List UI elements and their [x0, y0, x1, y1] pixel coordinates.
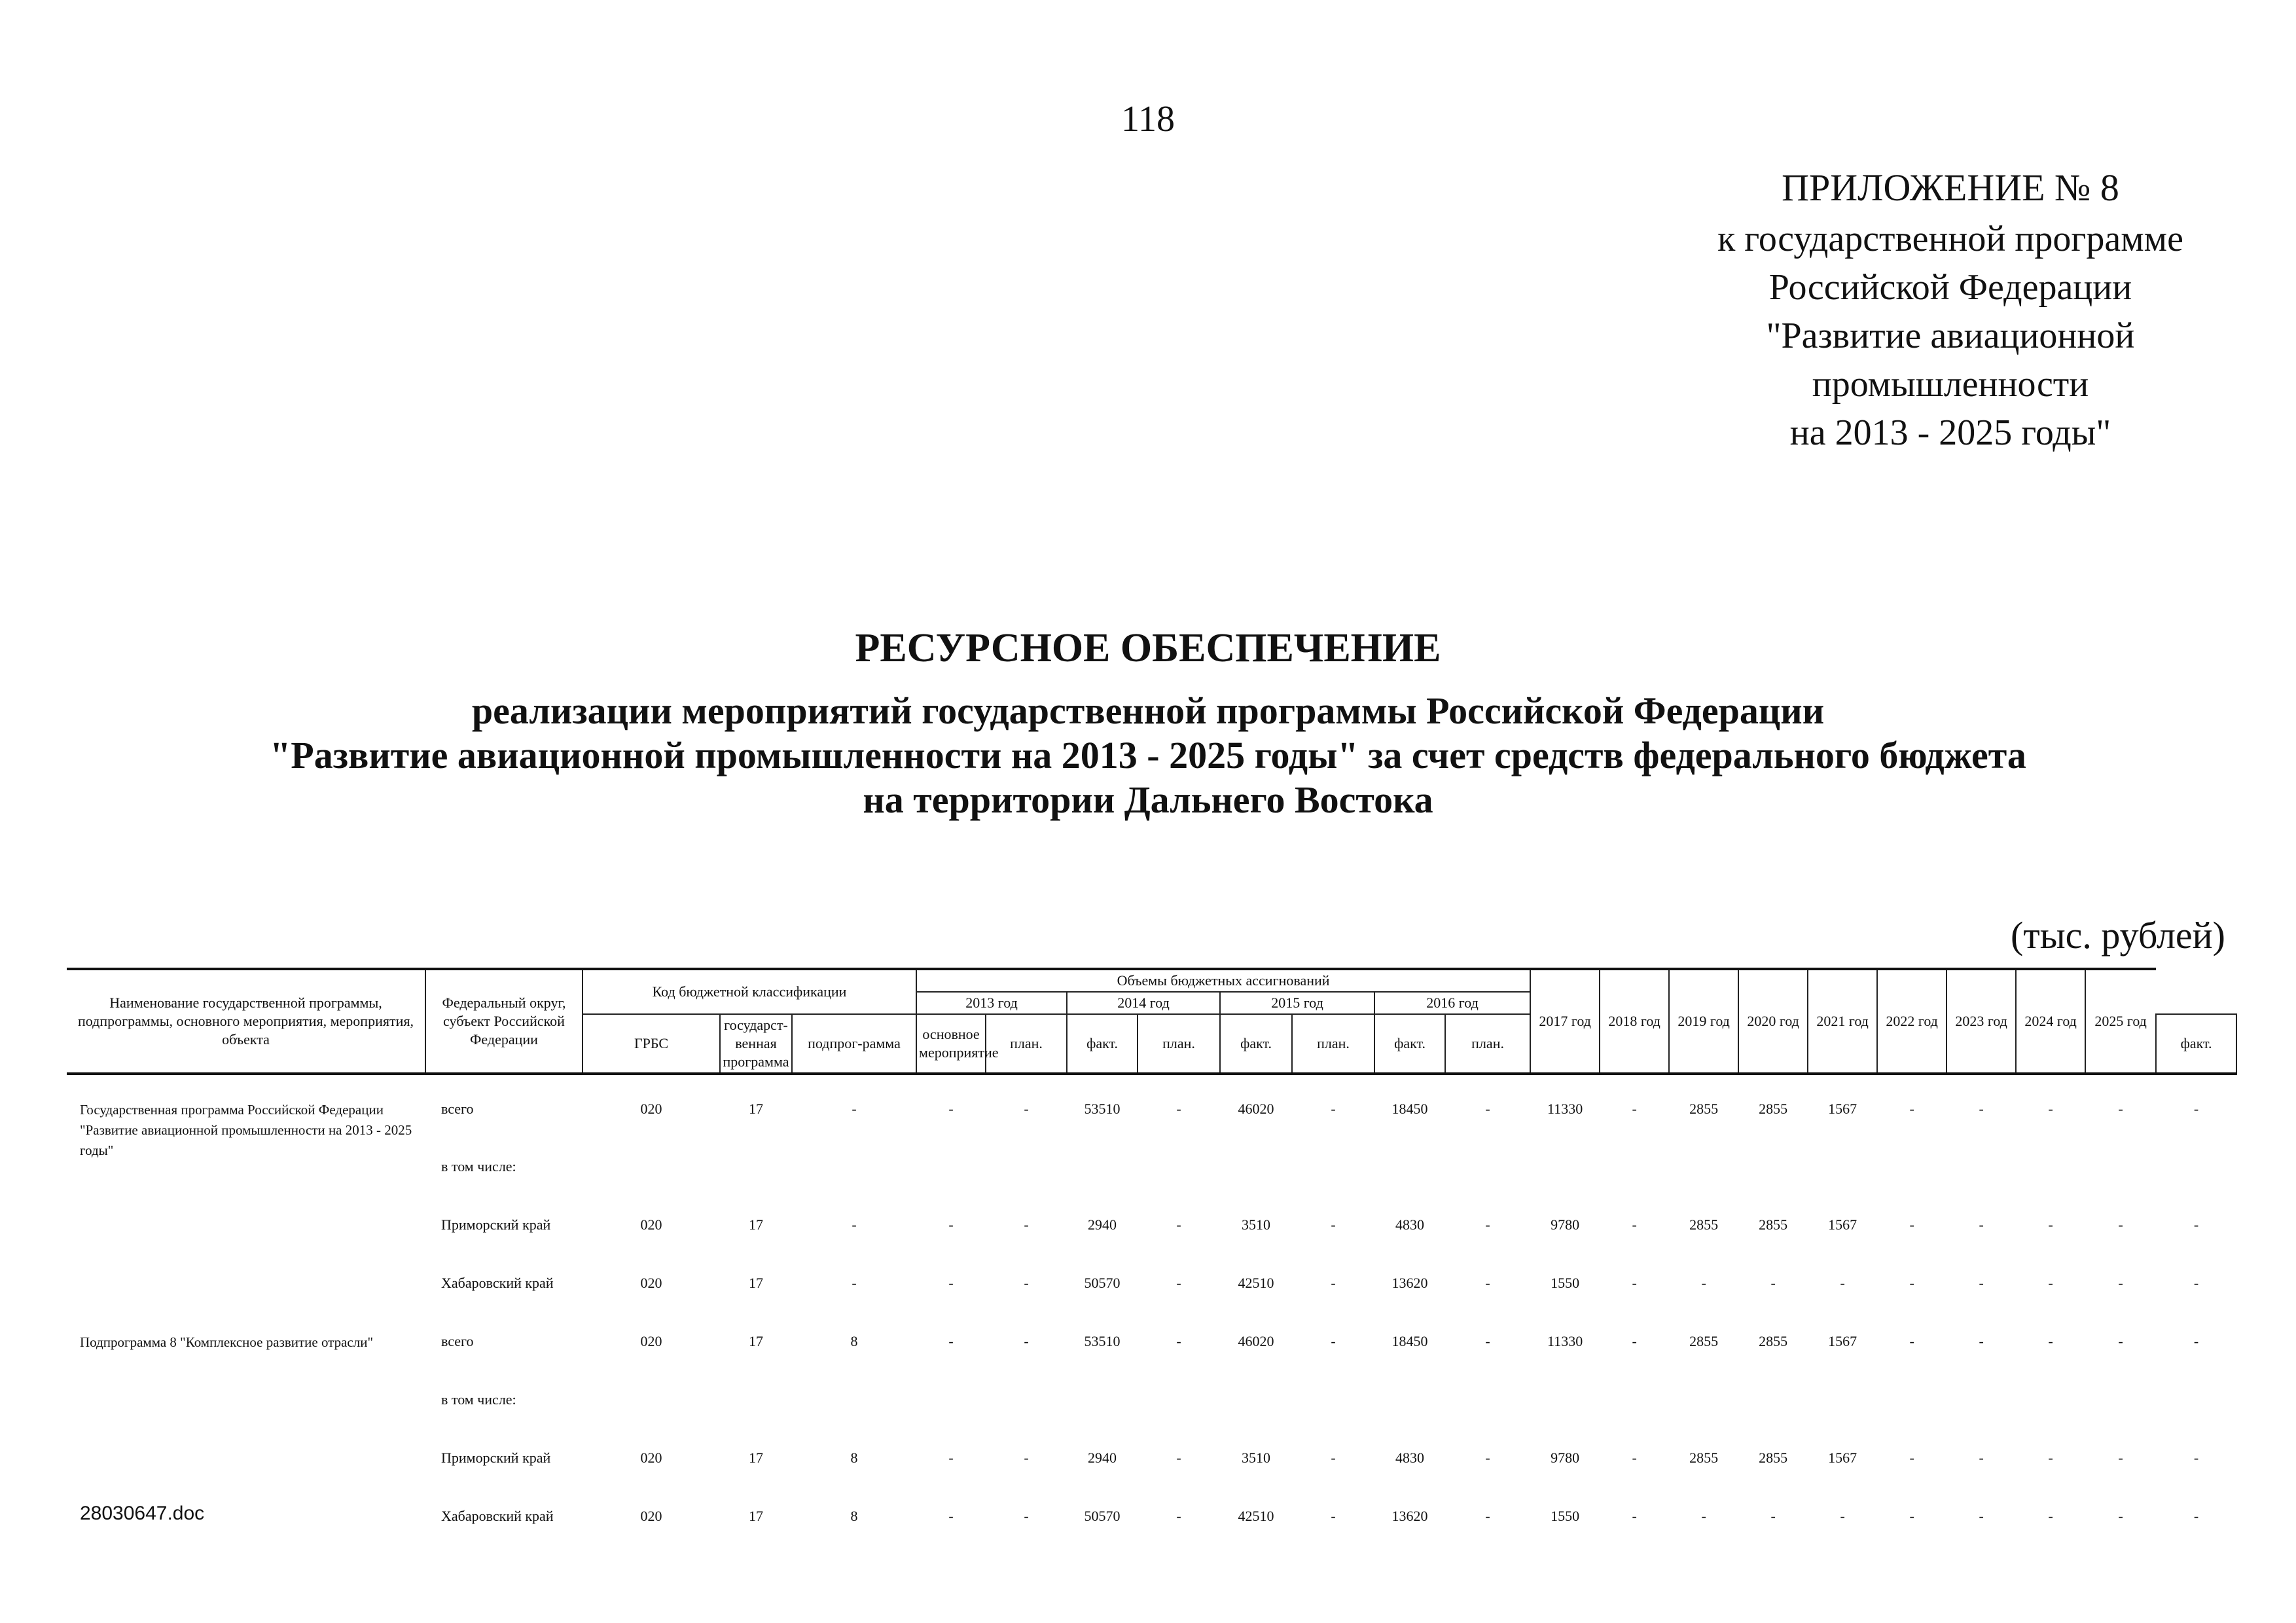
table-cell: 2940 — [1088, 1216, 1117, 1233]
table-cell — [1292, 1143, 1374, 1201]
table-cell: - — [2193, 1216, 2199, 1233]
table-cell: 53510 — [1084, 1333, 1121, 1349]
table-cell: 2855 — [1689, 1101, 1719, 1117]
table-cell: 17 — [749, 1216, 763, 1233]
table-cell — [583, 1143, 720, 1201]
table-cell: - — [1979, 1508, 1984, 1524]
table-cell: 2855 — [1759, 1216, 1788, 1233]
table-cell — [1877, 1143, 1946, 1201]
row-name: Подпрограмма 8 "Комплексное развитие отрасли" — [80, 1334, 374, 1350]
table-cell: - — [1632, 1101, 1637, 1117]
table-cell: - — [1485, 1216, 1490, 1233]
table-cell: 4830 — [1395, 1216, 1425, 1233]
table-cell: - — [1024, 1450, 1029, 1466]
table-cell — [1067, 1143, 1138, 1201]
table-cell: - — [1909, 1450, 1914, 1466]
table-cell: - — [1632, 1333, 1637, 1349]
table-cell: 17 — [749, 1275, 763, 1291]
table-cell — [2085, 1376, 2156, 1434]
table-cell: - — [2048, 1508, 2053, 1524]
page-number: 118 — [1121, 99, 1175, 139]
table-cell: - — [1331, 1275, 1336, 1291]
header-2013: 2013 год — [916, 992, 1067, 1014]
table-cell: 9780 — [1551, 1450, 1580, 1466]
table-cell: - — [1840, 1275, 1845, 1291]
table-cell — [1738, 1376, 1808, 1434]
table-cell: - — [852, 1275, 857, 1291]
table-cell: 17 — [749, 1450, 763, 1466]
table-cell: - — [1909, 1101, 1914, 1117]
table-cell: 1550 — [1551, 1275, 1580, 1291]
table-cell: 1567 — [1828, 1101, 1857, 1117]
table-cell: 50570 — [1084, 1275, 1121, 1291]
table-cell: 50570 — [1084, 1508, 1121, 1524]
subtitle-line: "Развитие авиационной промышленности на 2013 - 2025 годы" за счет средств федерального бюджета — [270, 734, 2026, 776]
table-cell: 1567 — [1828, 1450, 1857, 1466]
table-cell: 46020 — [1238, 1101, 1274, 1117]
table-cell: - — [2118, 1333, 2123, 1349]
table-cell: - — [1632, 1508, 1637, 1524]
table-row — [67, 1074, 2236, 1143]
table-cell: - — [1176, 1450, 1181, 1466]
table-cell — [1445, 1376, 1530, 1434]
table-cell: 42510 — [1238, 1508, 1274, 1524]
appendix-line: Российской Федерации — [1768, 267, 2132, 308]
table-row — [67, 1434, 2236, 1493]
table-cell: - — [2118, 1216, 2123, 1233]
table-cell: 020 — [640, 1275, 662, 1291]
table-cell: - — [948, 1333, 954, 1349]
table-cell — [720, 1376, 792, 1434]
table-cell — [1808, 1143, 1877, 1201]
appendix-heading — [1669, 164, 2232, 457]
header-2019: 2019 год — [1669, 969, 1738, 1074]
table-cell — [792, 1143, 916, 1201]
footer-filename: 28030647.doc — [80, 1503, 205, 1524]
table-cell: 2855 — [1689, 1450, 1719, 1466]
table-cell: 2855 — [1759, 1333, 1788, 1349]
row-federal: Хабаровский край — [441, 1508, 554, 1524]
table-cell: 3510 — [1242, 1450, 1271, 1466]
row-name — [67, 1260, 425, 1318]
document-title: РЕСУРСНОЕ ОБЕСПЕЧЕНИЕ — [855, 626, 1441, 670]
table-cell: - — [1485, 1508, 1490, 1524]
table-cell — [1530, 1143, 1600, 1201]
table-cell: 2855 — [1689, 1216, 1719, 1233]
table-cell: - — [1024, 1508, 1029, 1524]
header-2014: 2014 год — [1067, 992, 1220, 1014]
table-cell: - — [1632, 1450, 1637, 1466]
table-cell: 3510 — [1242, 1216, 1271, 1233]
header-budget-code: Код бюджетной классификации — [583, 969, 916, 1014]
header-plan: план. — [986, 1014, 1067, 1074]
table-cell — [986, 1376, 1067, 1434]
header-2016: 2016 год — [1374, 992, 1530, 1014]
subtitle-line: на территории Дальнего Востока — [863, 778, 1433, 821]
table-cell: - — [2048, 1275, 2053, 1291]
table-cell: 8 — [850, 1508, 858, 1524]
table-cell: 8 — [850, 1333, 858, 1349]
table-row — [67, 1493, 2236, 1551]
table-cell — [916, 1376, 986, 1434]
table-row — [67, 1201, 2236, 1260]
table-cell — [2156, 1376, 2236, 1434]
table-cell: - — [2193, 1333, 2199, 1349]
row-federal: всего — [441, 1101, 474, 1117]
table-cell — [1808, 1376, 1877, 1434]
table-cell: 020 — [640, 1450, 662, 1466]
table-cell: 8 — [850, 1450, 858, 1466]
table-cell: - — [1909, 1508, 1914, 1524]
row-federal: всего — [441, 1333, 474, 1349]
table-cell: - — [1979, 1275, 1984, 1291]
table-cell: - — [2048, 1216, 2053, 1233]
table-cell — [1946, 1376, 2016, 1434]
table-cell: - — [1979, 1450, 1984, 1466]
table-cell: 020 — [640, 1333, 662, 1349]
table-cell: 2940 — [1088, 1450, 1117, 1466]
table-cell: - — [2048, 1333, 2053, 1349]
table-cell: - — [1701, 1508, 1706, 1524]
table-cell: - — [852, 1101, 857, 1117]
table-cell: - — [1331, 1450, 1336, 1466]
table-cell — [1669, 1143, 1738, 1201]
table-row — [67, 1260, 2236, 1318]
row-federal: Приморский край — [441, 1450, 551, 1466]
table-row — [67, 1318, 2236, 1376]
header-plan: план. — [1445, 1014, 1530, 1074]
table-cell — [1138, 1143, 1220, 1201]
header-fact: факт. — [1067, 1014, 1138, 1074]
table-cell — [986, 1143, 1067, 1201]
header-fact: факт. — [1220, 1014, 1292, 1074]
document-subtitle — [0, 689, 2296, 822]
table-cell: - — [1331, 1101, 1336, 1117]
units-label: (тыс. рублей) — [2011, 914, 2225, 957]
table-cell — [1600, 1376, 1669, 1434]
table-cell — [1530, 1376, 1600, 1434]
table-cell: 020 — [640, 1216, 662, 1233]
table-cell: - — [1632, 1275, 1637, 1291]
table-cell: - — [1979, 1216, 1984, 1233]
table-cell: - — [2118, 1508, 2123, 1524]
resource-table — [67, 968, 2237, 1551]
table-cell: - — [1176, 1101, 1181, 1117]
table-cell: - — [852, 1216, 857, 1233]
table-body — [67, 1074, 2236, 1551]
table-cell — [583, 1376, 720, 1434]
table-cell: - — [1331, 1216, 1336, 1233]
table-cell: - — [1979, 1101, 1984, 1117]
header-2021: 2021 год — [1808, 969, 1877, 1074]
table-cell: - — [1485, 1275, 1490, 1291]
header-name: Наименование государственной программы, подпрограммы, основного мероприятия, мероприятия, объекта — [67, 969, 425, 1074]
appendix-line: к государственной программе — [1717, 219, 2183, 259]
header-plan: план. — [1292, 1014, 1374, 1074]
table-cell — [916, 1143, 986, 1201]
table-cell — [2016, 1143, 2085, 1201]
table-cell: 17 — [749, 1508, 763, 1524]
table-cell — [1374, 1143, 1445, 1201]
table-cell: 11330 — [1547, 1333, 1583, 1349]
table-cell: - — [1979, 1333, 1984, 1349]
header-volumes: Объемы бюджетных ассигнований — [916, 969, 1530, 992]
table-cell — [1138, 1376, 1220, 1434]
appendix-line: ПРИЛОЖЕНИЕ № 8 — [1782, 166, 2119, 209]
table-cell — [1067, 1376, 1138, 1434]
table-cell: - — [2193, 1101, 2199, 1117]
table-cell: - — [1840, 1508, 1845, 1524]
table-cell — [1946, 1143, 2016, 1201]
table-cell: - — [1176, 1275, 1181, 1291]
subtitle-line: реализации мероприятий государственной программы Российской Федерации — [471, 689, 1825, 732]
table-cell: - — [2193, 1450, 2199, 1466]
table-cell: 17 — [749, 1101, 763, 1117]
table-cell: - — [1770, 1508, 1776, 1524]
table-cell: 2855 — [1759, 1450, 1788, 1466]
table-cell: - — [1331, 1333, 1336, 1349]
table-cell — [1738, 1143, 1808, 1201]
table-cell: 53510 — [1084, 1101, 1121, 1117]
table-cell: - — [948, 1508, 954, 1524]
header-2022: 2022 год — [1877, 969, 1946, 1074]
table-cell: - — [2048, 1101, 2053, 1117]
table-cell — [1669, 1376, 1738, 1434]
table-cell — [720, 1143, 792, 1201]
table-cell: - — [948, 1216, 954, 1233]
table-cell: - — [2193, 1508, 2199, 1524]
appendix-line: "Развитие авиационной — [1766, 316, 2135, 356]
table-cell — [792, 1376, 916, 1434]
row-federal: в том числе: — [441, 1158, 516, 1175]
table-cell: - — [1176, 1508, 1181, 1524]
table-cell: 1567 — [1828, 1333, 1857, 1349]
table-cell — [1220, 1376, 1292, 1434]
header-gp: государст-венная программа — [720, 1014, 792, 1074]
table-cell: 11330 — [1547, 1101, 1583, 1117]
row-federal: в том числе: — [441, 1391, 516, 1408]
table-cell: - — [1485, 1333, 1490, 1349]
table-cell: - — [948, 1275, 954, 1291]
header-fact: факт. — [2156, 1014, 2236, 1074]
table-cell — [1374, 1376, 1445, 1434]
row-name — [67, 1434, 425, 1493]
table-cell: - — [2048, 1450, 2053, 1466]
table-cell: 9780 — [1551, 1216, 1580, 1233]
table-cell: 4830 — [1395, 1450, 1425, 1466]
row-federal: Приморский край — [441, 1216, 551, 1233]
header-2015: 2015 год — [1220, 992, 1374, 1014]
table-cell: 020 — [640, 1101, 662, 1117]
table-cell: - — [1909, 1216, 1914, 1233]
table-cell: - — [1701, 1275, 1706, 1291]
table-cell: 1550 — [1551, 1508, 1580, 1524]
table-cell: 42510 — [1238, 1275, 1274, 1291]
header-2017: 2017 год — [1530, 969, 1600, 1074]
table-cell: - — [1909, 1275, 1914, 1291]
table-cell: - — [1024, 1333, 1029, 1349]
table-cell: - — [1770, 1275, 1776, 1291]
table-cell — [1220, 1143, 1292, 1201]
table-cell: - — [1485, 1101, 1490, 1117]
header-federal: Федеральный округ, субъект Российской Федерации — [425, 969, 583, 1074]
table-cell: 18450 — [1391, 1101, 1428, 1117]
table-cell: 13620 — [1391, 1508, 1428, 1524]
header-2025: 2025 год — [2085, 969, 2156, 1074]
table-cell: - — [1176, 1216, 1181, 1233]
header-om: основное мероприятие — [916, 1014, 986, 1074]
table-cell: - — [1024, 1101, 1029, 1117]
table-cell: - — [948, 1450, 954, 1466]
table-cell: 1567 — [1828, 1216, 1857, 1233]
table-cell: - — [1176, 1333, 1181, 1349]
table-cell: 46020 — [1238, 1333, 1274, 1349]
header-2020: 2020 год — [1738, 969, 1808, 1074]
table-cell: - — [2118, 1450, 2123, 1466]
table-cell — [1877, 1376, 1946, 1434]
header-2018: 2018 год — [1600, 969, 1669, 1074]
table-cell — [2156, 1143, 2236, 1201]
table-cell: 18450 — [1391, 1333, 1428, 1349]
table-cell — [1445, 1143, 1530, 1201]
table-cell: 2855 — [1759, 1101, 1788, 1117]
header-pp: подпрог-рамма — [792, 1014, 916, 1074]
header-grbs: ГРБС — [583, 1014, 720, 1074]
table-cell: - — [2193, 1275, 2199, 1291]
table-cell — [1600, 1143, 1669, 1201]
table-cell: - — [1024, 1216, 1029, 1233]
header-fact: факт. — [1374, 1014, 1445, 1074]
table-cell: - — [1485, 1450, 1490, 1466]
table-cell — [2085, 1143, 2156, 1201]
header-plan: план. — [1138, 1014, 1220, 1074]
appendix-line: промышленности — [1812, 364, 2089, 405]
row-name — [67, 1201, 425, 1260]
table-cell: 020 — [640, 1508, 662, 1524]
row-name: Государственная программа Российской Федерации "Развитие авиационной промышленности на 2013 - 2025 годы" — [80, 1102, 412, 1158]
table-cell: - — [1909, 1333, 1914, 1349]
table-cell — [1292, 1376, 1374, 1434]
table-cell: 2855 — [1689, 1333, 1719, 1349]
table-cell: - — [1024, 1275, 1029, 1291]
table-cell: - — [1331, 1508, 1336, 1524]
table-cell — [2016, 1376, 2085, 1434]
table-cell: - — [2118, 1275, 2123, 1291]
table-cell: 17 — [749, 1333, 763, 1349]
table-cell: - — [948, 1101, 954, 1117]
row-federal: Хабаровский край — [441, 1275, 554, 1291]
header-2024: 2024 год — [2016, 969, 2085, 1074]
table-cell: 13620 — [1391, 1275, 1428, 1291]
table-cell: - — [1632, 1216, 1637, 1233]
header-2023: 2023 год — [1946, 969, 2016, 1074]
table-cell: - — [2118, 1101, 2123, 1117]
appendix-line: на 2013 - 2025 годы" — [1789, 412, 2111, 453]
